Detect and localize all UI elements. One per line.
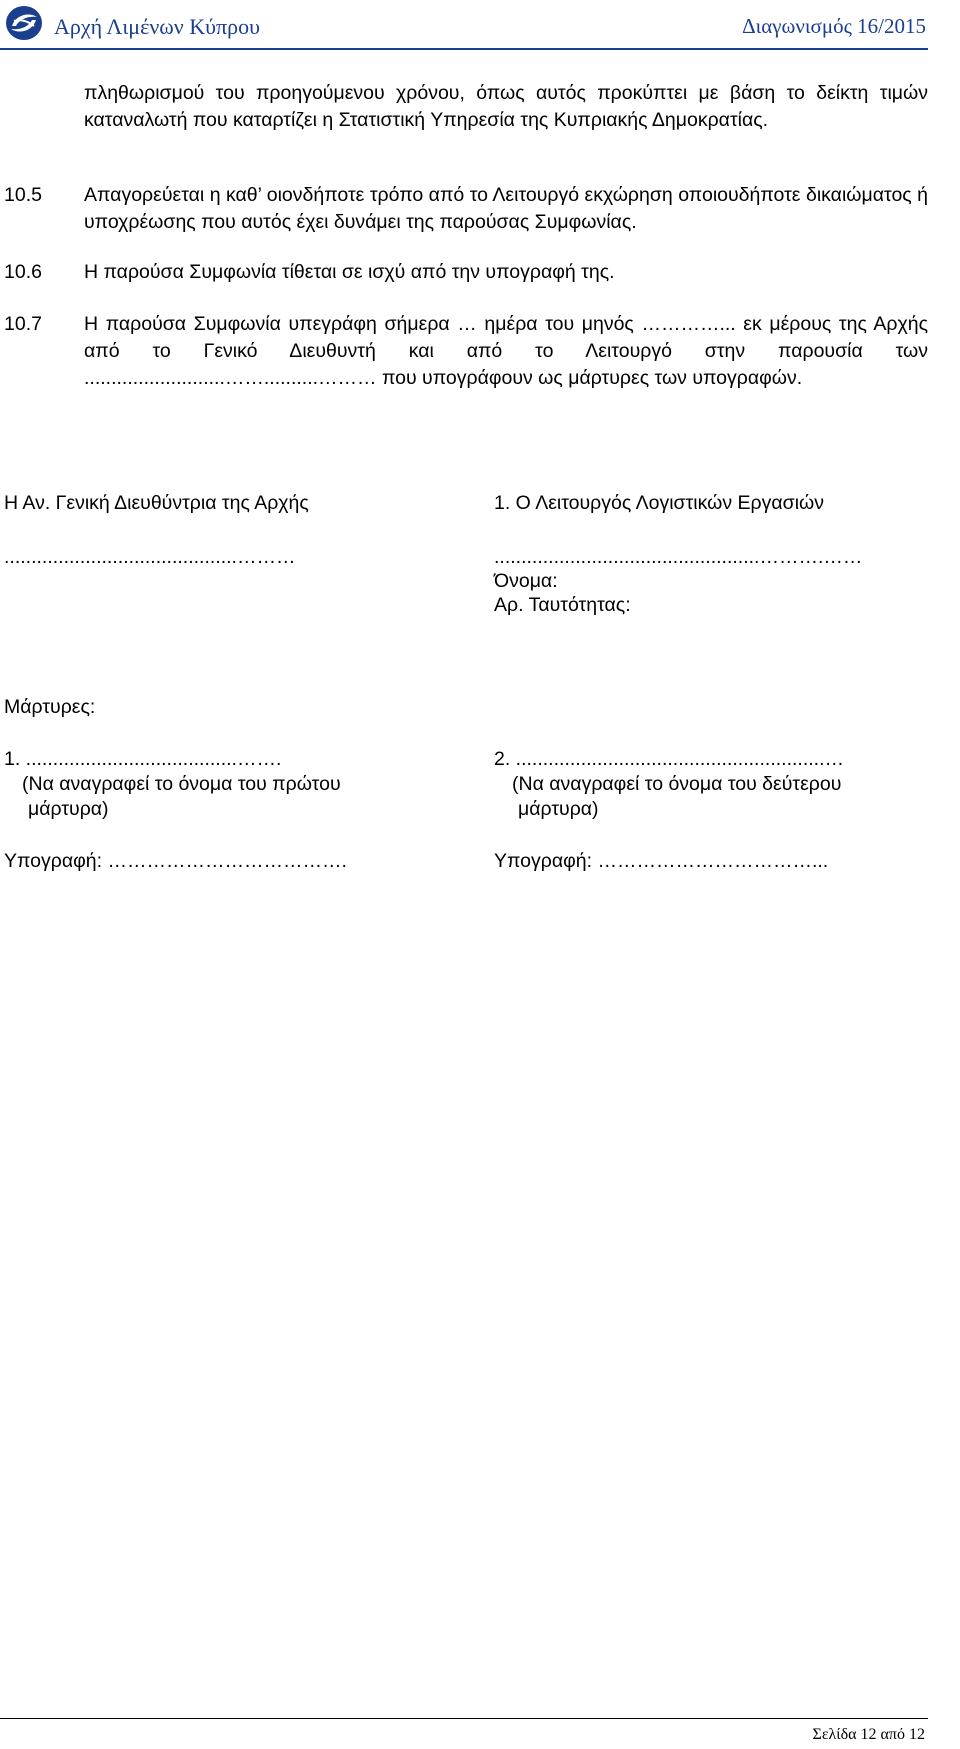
operator-name-label: Όνομα: (494, 570, 558, 592)
operator-signature-line: .................................................……….…… (494, 546, 863, 568)
witness-2-note: (Να αναγραφεί το όνομα του δεύτερου (512, 773, 842, 795)
organization-name: Αρχή Λιμένων Κύπρου (54, 14, 260, 39)
clause-text: Η παρούσα Συμφωνία τίθεται σε ισχύ από την υπογραφή της. (84, 261, 615, 283)
witness-1-note-cont: μάρτυρα) (28, 798, 109, 820)
witness-2-line: 2. .........................................................… (494, 748, 844, 770)
cyprus-ports-authority-logo-icon (4, 4, 44, 42)
operator-id-label: Αρ. Ταυτότητας: (494, 594, 631, 616)
witness-2-note-cont: μάρτυρα) (518, 798, 599, 820)
page-number: Σελίδα 12 από 12 (812, 1726, 925, 1743)
clause-text: Απαγορεύεται η καθ’ οιονδήποτε τρόπο από το Λειτουργό εκχώρηση οποιουδήποτε δικαιώματος ή υποχρέωσης που αυτός έχει δυνάμει της παρούσας Συμφωνίας. (84, 184, 928, 233)
witness-2-signature: Υπογραφή: ……………………………... (494, 850, 829, 872)
witness-1-line: 1. .......................................……. (4, 748, 282, 770)
header-divider (0, 48, 928, 50)
authority-signature-line: ...........................................……… (4, 546, 296, 568)
clause-number: 10.5 (4, 184, 42, 206)
page-header (0, 0, 960, 52)
clause-number: 10.6 (4, 261, 42, 283)
clause-number: 10.7 (4, 313, 42, 335)
authority-signatory-label: Η Αν. Γενική Διευθύντρια της Αρχής (4, 492, 309, 514)
witnesses-heading: Μάρτυρες: (4, 696, 96, 718)
clause-text: Η παρούσα Συμφωνία υπεγράφη σήμερα … ημέρα του μηνός …………... εκ μέρους της Αρχής από το Γενικό Διευθυντή και από το Λειτουργό στην παρουσία των ..........................……..........……… που υπογράφουν ως μάρτυρες των υπογραφών. (84, 313, 928, 389)
witness-1-signature: Υπογραφή: ………………………………. (4, 850, 347, 872)
intro-paragraph: πληθωρισμού του προηγούμενου χρόνου, όπως αυτός προκύπτει με βάση το δείκτη τιμών καταναλωτή που καταρτίζει η Στατιστική Υπηρεσία της Κυπριακής Δημοκρατίας. (84, 82, 928, 131)
tender-reference: Διαγωνισμός 16/2015 (742, 14, 926, 38)
operator-signatory-label: 1. Ο Λειτουργός Λογιστικών Εργασιών (494, 492, 824, 514)
footer-divider (0, 1718, 928, 1719)
witness-1-note: (Να αναγραφεί το όνομα του πρώτου (22, 773, 341, 795)
page-footer (0, 1718, 960, 1749)
